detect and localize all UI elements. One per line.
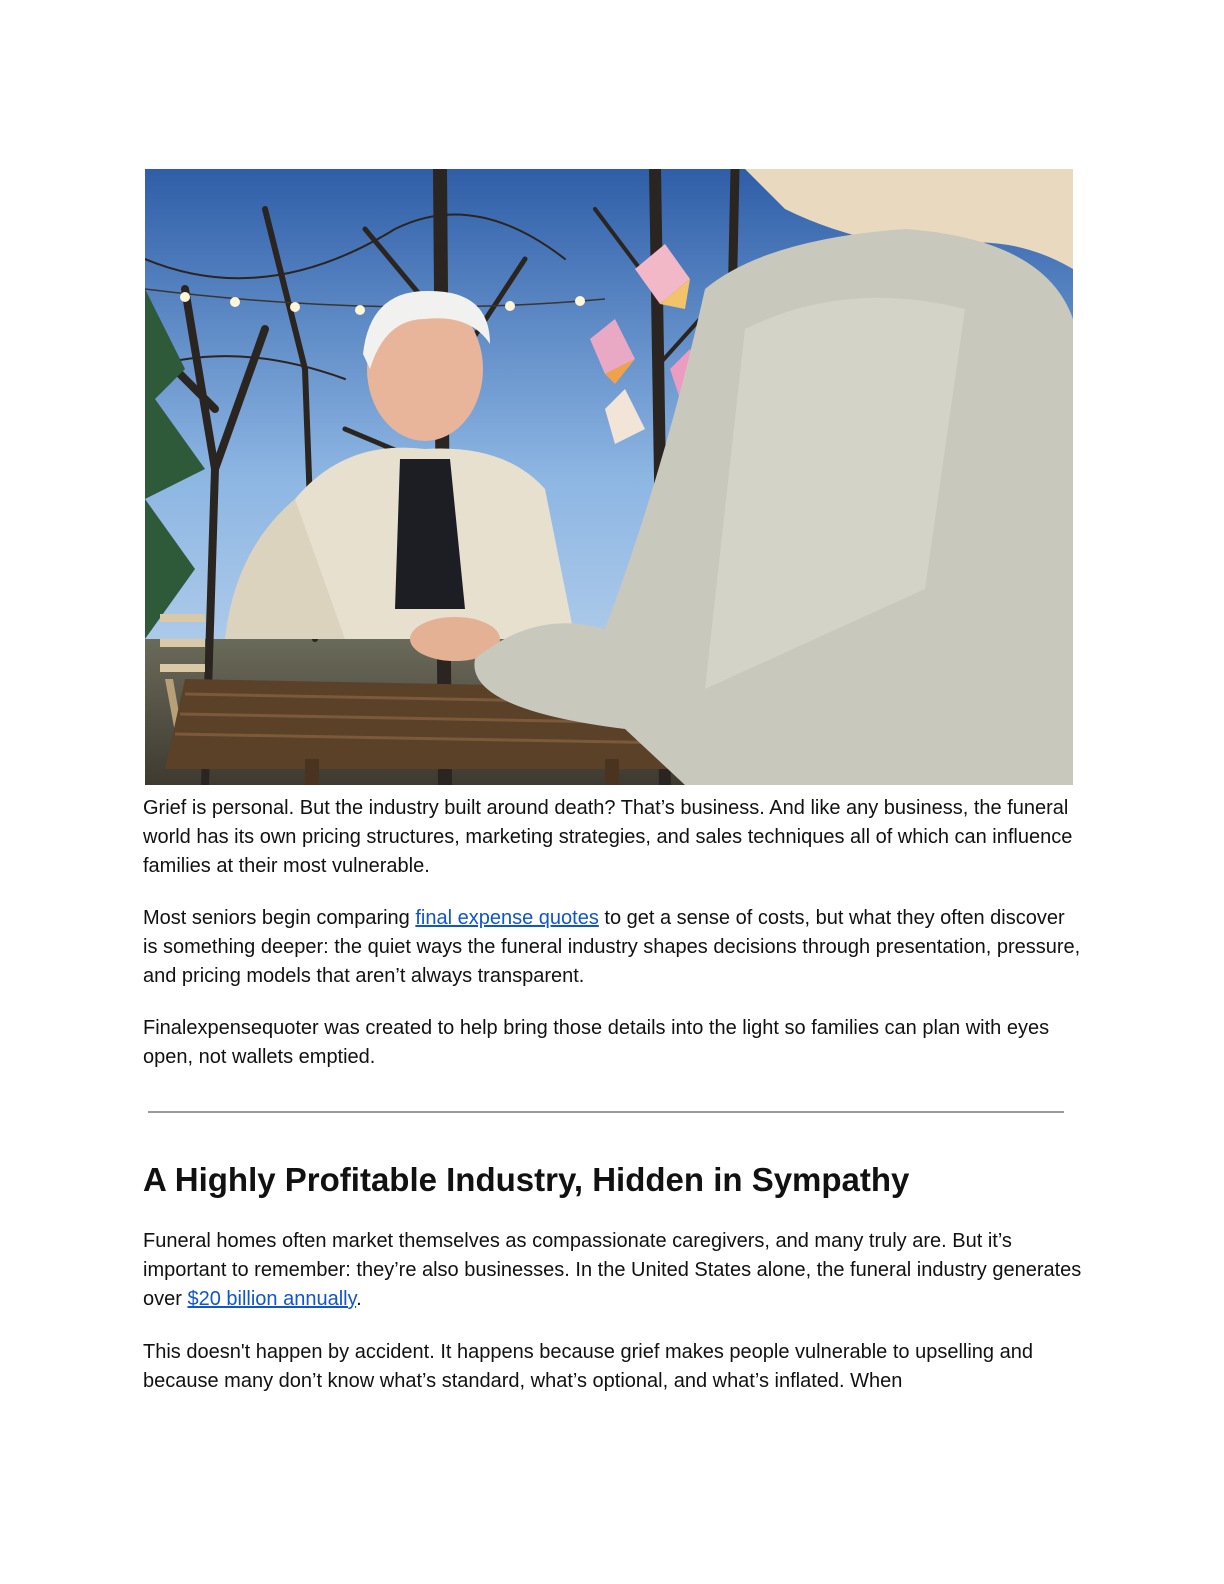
industry-paragraph: [143, 1227, 1083, 1314]
mission-paragraph: Finalexpensequoter was created to help bring those details into the light so families can plan with eyes open, not wallets emptied.: [143, 1017, 1050, 1068]
upselling-paragraph: This doesn't happen by accident. It happens because grief makes people vulnerable to upselling and because many don’t know what’s standard, what’s optional, and what’s inflated. When: [143, 1341, 1033, 1392]
final-expense-quotes-link[interactable]: final expense quotes: [415, 907, 599, 929]
quotes-paragraph-text-end: to get a sense of costs, but what they often discover is something deeper: the quiet ways the funeral industry shapes decisions through presentation, pressure, and pricing models that aren’t always transparent.: [143, 907, 1081, 987]
section-divider: [148, 1111, 1064, 1113]
section-heading: A Highly Profitable Industry, Hidden in Sympathy: [143, 1161, 910, 1198]
hero-photo-illustration: [145, 169, 1073, 785]
quotes-paragraph: [143, 904, 1083, 991]
intro-paragraph: Grief is personal. But the industry built around death? That’s business. And like any business, the funeral world has its own pricing structures, marketing strategies, and sales techniques all of which can influence families at their most vulnerable.: [143, 797, 1073, 877]
industry-paragraph-text-end: .: [356, 1288, 362, 1310]
hero-photo: [145, 169, 1073, 785]
quotes-paragraph-text-start: Most seniors begin comparing: [143, 907, 416, 929]
industry-paragraph-text-start: Funeral homes often market themselves as compassionate caregivers, and many truly are. But it’s important to remember: they’re also businesses. In the United States alone, the funeral industry generates over: [143, 1230, 1082, 1310]
twenty-billion-link[interactable]: $20 billion annually: [187, 1288, 357, 1310]
